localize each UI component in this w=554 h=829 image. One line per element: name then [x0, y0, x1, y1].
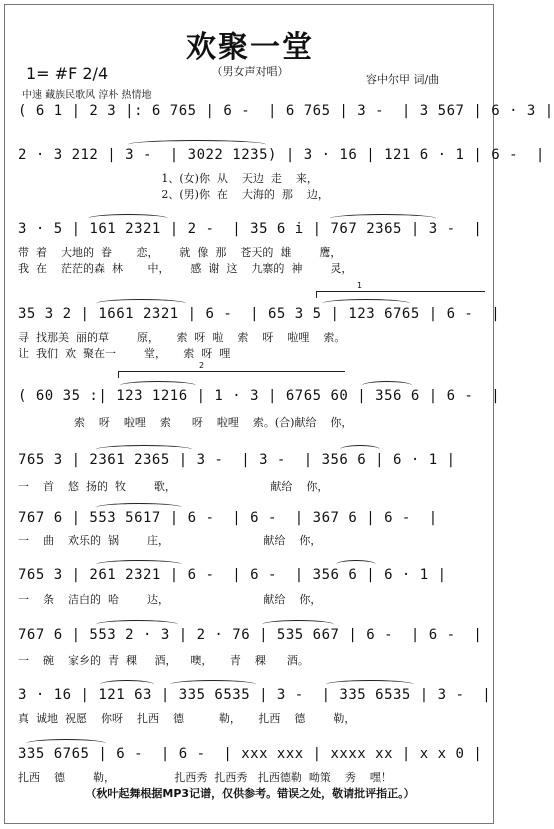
music-line: ( 60 35 :| 123 1216 | 1 · 3 | 6765 60 | 356 6 | 6 - |	[18, 388, 501, 404]
lyric-line: 一 首 悠 扬的 牧 歌， 献给 你，	[18, 480, 329, 493]
music-line: 765 3 | 2361 2365 | 3 - | 3 - | 356 6 | 6 · 1 |	[18, 452, 456, 468]
lyric-line: 一 条 洁白的 哈 达， 献给 你，	[18, 593, 322, 606]
lyric-line: 真 诚地 祝愿 你呀 扎西 德 勒， 扎西 德 勒，	[18, 712, 356, 725]
lyric-line: 2、(男)你 在 大海的 那 边，	[18, 188, 329, 201]
lyric-line: 带 着 大地的 眷 恋， 就 像 那 苍天的 雄 鹰，	[18, 246, 342, 259]
volta-number: 1	[357, 281, 363, 290]
song-title: 欢聚一堂	[186, 30, 314, 65]
music-line: 335 6765 | 6 - | 6 - | xxx xxx | xxxx xx | x x 0 |	[18, 746, 483, 762]
transcriber-note: （秋叶起舞根据MP3记谱，仅供参考。错误之处，敬请批评指正。）	[85, 787, 415, 800]
music-line: 767 6 | 553 5617 | 6 - | 6 - | 367 6 | 6 - |	[18, 510, 438, 526]
music-line: 765 3 | 261 2321 | 6 - | 6 - | 356 6 | 6 · 1 |	[18, 567, 447, 583]
volta-number: 2	[199, 361, 205, 370]
song-subtitle: （男女声对唱）	[211, 65, 289, 78]
music-line: 767 6 | 553 2 · 3 | 2 · 76 | 535 667 | 6 - | 6 - |	[18, 627, 483, 643]
lyric-line: 让 我们 欢 聚在一 堂， 索 呀 哩	[18, 347, 231, 360]
lyric-line: 扎西 德 勒， 扎西秀 扎西秀 扎西德勒 呦策 秀 嘿！	[18, 771, 392, 784]
lyric-line: 寻 找那美 丽的草 原， 索 呀 啦 索 呀 啦哩 索。	[18, 331, 346, 344]
music-line: 35 3 2 | 1661 2321 | 6 - | 65 3 5 | 123 6765 | 6 - |	[18, 306, 501, 322]
author-credit: 容中尔甲 词/曲	[366, 73, 440, 86]
music-line: 2 · 3 212 | 3 - | 3022 1235) | 3 · 16 | 121 6 · 1 | 6 - |	[18, 147, 545, 163]
key-signature: 1= #F 2/4	[26, 64, 109, 83]
music-line: 3 · 16 | 121 63 | 335 6535 | 3 - | 335 6535 | 3 - |	[18, 687, 492, 703]
lyric-line: 索 呀 啦哩 索 呀 啦哩 索。(合)献给 你，	[18, 416, 353, 429]
music-line: ( 6 1 | 2 3 |: 6 765 | 6 - | 6 765 | 3 - | 3 567 | 6 · 3 |	[18, 103, 554, 119]
lyric-line: 一 曲 欢乐的 锅 庄， 献给 你，	[18, 534, 322, 547]
music-line: 3 · 5 | 161 2321 | 2 - | 35 6 i | 767 2365 | 3 - |	[18, 221, 483, 237]
lyric-line: 1、(女)你 从 天边 走 来，	[18, 172, 318, 185]
tempo-marking: 中速 藏族民歌风 淳朴 热情地	[22, 90, 152, 101]
volta-bracket-1	[316, 281, 485, 298]
lyric-line: 我 在 茫茫的森 林 中， 感 谢 这 九寨的 神 灵，	[18, 262, 353, 275]
volta-bracket-2	[118, 361, 345, 378]
lyric-line: 一 碗 家乡的 青 稞 酒， 噢， 青 稞 酒。	[18, 654, 309, 667]
